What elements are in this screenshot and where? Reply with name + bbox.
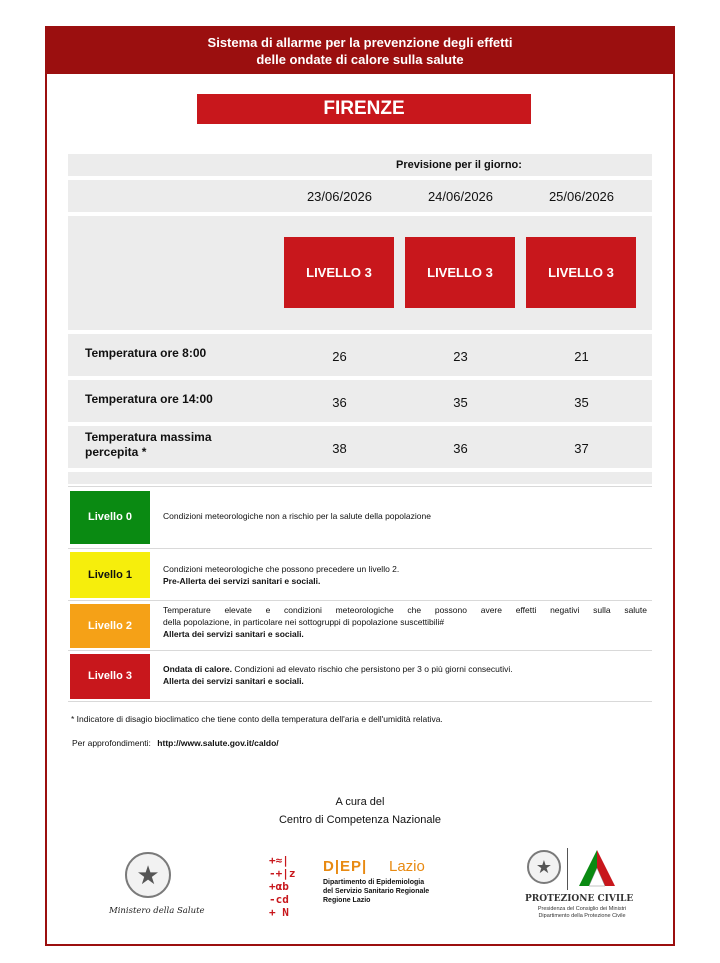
level-badge: LIVELLO 3 [405,237,515,308]
forecast-date: 25/06/2026 [548,189,615,204]
temp-value: 36 [332,395,347,410]
forecast-bottom-band [68,472,652,484]
temp-value: 38 [332,441,347,456]
temp-value: 35 [453,395,468,410]
legend-row-2 [68,600,652,650]
star-emblem-icon: ★ [527,850,561,884]
dep-wordmark: D|EP| [323,858,368,875]
legend-text [163,563,647,587]
legend-badge: Livello 3 [70,654,150,699]
row-label: Temperatura ore 8:00 [85,346,207,360]
legend-badge: Livello 1 [70,552,150,598]
forecast-caption: Previsione per il giorno: [396,159,522,171]
footnote: * Indicatore di disagio bioclimatico che tiene conto della temperatura dell'aria e dell'umidità relativa. [71,714,443,724]
city-title: FIRENZE [197,94,531,124]
dep-lazio-word: Lazio [389,858,425,875]
legend-line: Condizioni meteorologiche che possono precedere un livello 2. [163,564,400,574]
dep-subtitle-line: del Servizio Sanitario Regionale [323,888,430,895]
level-badge: LIVELLO 3 [284,237,394,308]
temp-value: 21 [574,349,589,364]
temp-value: 36 [453,441,468,456]
legend-line: Temperature elevate e condizioni meteorologiche che possono avere effetti negativi sulla salute [163,605,647,615]
ministero-logo [107,850,205,920]
row-label-line: Temperatura massima [85,430,212,444]
dep-subtitle-line: Regione Lazio [323,897,371,904]
legend-text [163,510,647,522]
pc-subtitle-line: Dipartimento della Protezione Civile [538,913,626,919]
legend-row-0 [68,486,652,548]
legend-bold-line: Allerta dei servizi sanitari e sociali. [163,676,304,686]
legend-lead-bold: Ondata di calore. [163,664,232,674]
legend-bold-line: Pre-Allerta dei servizi sanitari e sociali. [163,576,321,586]
curated-by: A cura del [335,796,385,808]
bulletin-header [47,28,673,74]
temp-value: 26 [332,349,347,364]
bulletin-frame [45,26,675,946]
legend-row-3 [68,650,652,702]
legend-row-1 [68,548,652,600]
star-emblem-icon: ★ [125,852,171,898]
legend-line: della popolazione, in particolare nei sottogruppi di popolazione suscettibili# [163,617,445,627]
forecast-levels-row [68,216,652,330]
more-info-label: Per approfondimenti: [72,738,151,748]
level-badge: LIVELLO 3 [526,237,636,308]
temp-0800-row [68,334,652,376]
perceived-max-row [68,426,652,468]
legend-bold-line: Allerta dei servizi sanitari e sociali. [163,629,304,639]
protezione-civile-logo [523,846,643,922]
temp-value: 35 [574,395,589,410]
pc-subtitle-line: Presidenza del Consiglio dei Ministri [537,906,627,912]
curated-center: Centro di Competenza Nazionale [278,814,442,826]
header-line-1: Sistema di allarme per la prevenzione degli effetti [207,35,513,50]
legend-text [163,604,647,640]
forecast-caption-row [68,154,652,176]
forecast-date: 23/06/2026 [306,189,373,204]
ministero-name: Ministero della Salute [109,906,205,916]
legend-line: Condizioni meteorologiche non a rischio per la salute della popolazione [163,511,431,521]
pc-title: PROTEZIONE CIVILE [525,894,634,904]
temp-value: 37 [574,441,589,456]
row-label-line: percepita * [85,445,147,459]
temp-1400-row [68,380,652,422]
row-label [68,430,278,460]
dep-subtitle [323,878,429,905]
dep-subtitle-line: Dipartimento di Epidemiologia [323,879,425,886]
dep-lazio-logo [269,854,449,919]
legend-text [163,663,647,687]
legend-badge: Livello 2 [70,604,150,648]
more-info [72,738,279,748]
temp-value: 23 [453,349,468,364]
legend-badge: Livello 0 [70,491,150,544]
forecast-date: 24/06/2026 [427,189,494,204]
more-info-link[interactable]: http://www.salute.gov.it/caldo/ [157,738,279,748]
pc-subtitle [523,906,641,920]
logo-divider [567,848,568,890]
tricolor-mark-icon [575,848,619,890]
row-label: Temperatura ore 14:00 [85,392,213,406]
dep-symbol-icon: +≈| -+|z +αb -cd + N [269,854,296,919]
legend-line: Condizioni ad elevato rischio che persistono per 3 o più giorni consecutivi. [231,664,513,674]
forecast-dates-row [68,180,652,212]
header-line-2: delle ondate di calore sulla salute [256,52,464,67]
